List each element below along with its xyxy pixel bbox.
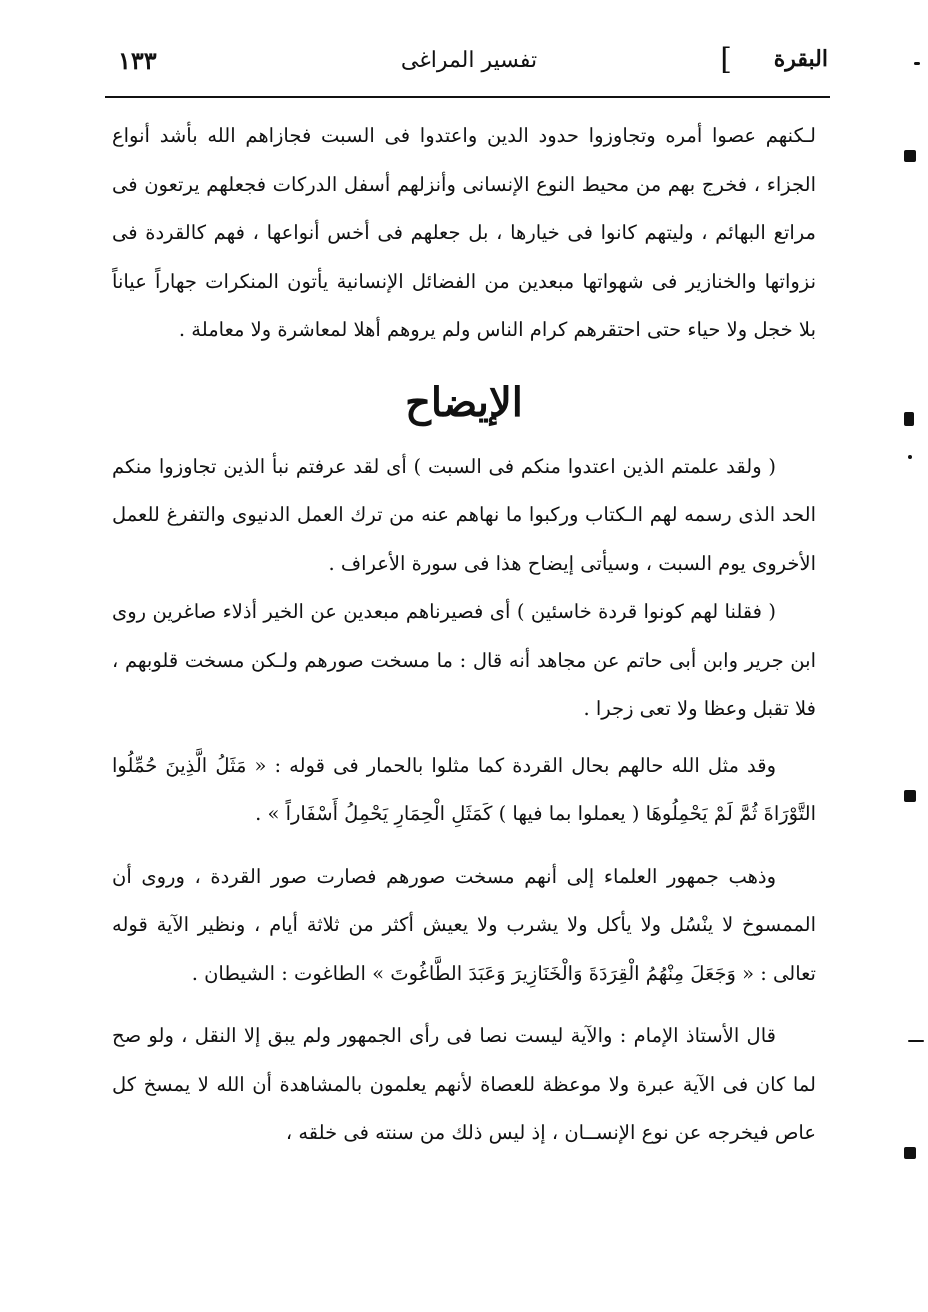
book-title: تفسير المراغى — [400, 48, 538, 73]
scan-speck — [908, 1040, 924, 1042]
header-rule — [105, 96, 830, 98]
scan-speck — [904, 412, 914, 426]
scan-speck — [904, 150, 916, 162]
scan-speck — [914, 62, 920, 65]
paragraph-verse-1: ( ولقد علمتم الذين اعتدوا منكم فى السبت ) أى لقد عرفتم نبأ الذين تجاوزوا منكم الحد الذى رسمه لهم الـكتاب وركبوا ما نهاهم عنه من ترك العمل الدنيوى والتفرغ للعمل الأخروى يوم السبت ، وسيأتى إيضاح هذا فى سورة الأعراف . — [112, 454, 816, 575]
paragraph-imam-view: قال الأستاذ الإمام : والآية ليست نصا فى رأى الجمهور ولم يبق إلا النقل ، ولو صح لما كان فى الآية عبرة ولا موعظة للعصاة لأنهم يعلمون بالمشاهدة أن الله لا يمسخ كل عاص فيخرجه عن نوع الإنســان ، إذ ليس ذلك من سنته فى خلقه ، — [112, 1024, 816, 1144]
main-text — [112, 112, 816, 1158]
page-number: ١٣٣ — [118, 46, 157, 75]
scan-speck — [904, 1147, 916, 1159]
paragraph-verse-2: ( فقلنا لهم كونوا قردة خاسئين ) أى فصيرناهم مبعدين عن الخير أذلاء صاغرين روى ابن جرير وابن أبى حاتم عن مجاهد أنه قال : ما مسخت صورهم ولـكن مسخت قلوبهم ، فلا تقبل وعظا ولا تعى زجرا . — [112, 600, 816, 720]
running-header — [110, 40, 828, 90]
surah-name: البقرة — [773, 46, 828, 72]
paragraph-parable: وقد مثل الله حالهم بحال القردة كما مثلوا بالحمار فى قوله : « مَثَلُ الَّذِينَ حُمِّلُوا التَّوْرَاةَ ثُمَّ لَمْ يَحْمِلُوهَا ( يعملوا بما فيها ) كَمَثَلِ الْحِمَارِ يَحْمِلُ أَسْفَاراً » . — [112, 753, 816, 825]
scan-speck — [908, 455, 912, 459]
scan-speck — [904, 790, 916, 802]
paragraph-intro: لـكنهم عصوا أمره وتجاوزوا حدود الدين واعتدوا فى السبت فجازاهم الله بأشد أنواع الجزاء ، فخرج بهم من محيط النوع الإنسانى وأنزلهم أسفل الدركات فجعلهم يرتعون فى مراتع البهائم ، وليتهم كانوا فى خيارها ، بل جعلهم فى أخس أنواعها ، فهم كالقردة فى نزواتها والخنازير فى شهواتها مبعدين من الفضائل الإنسانية يأتون المنكرات جهاراً عياناً بلا خجل ولا حياء حتى احتقرهم كرام الناس ولم يروهم أهلا لمعاشرة ولا معاملة . — [112, 124, 816, 341]
paragraph-majority-view: وذهب جمهور العلماء إلى أنهم مسخت صورهم فصارت صور القردة ، وروى أن الممسوخ لا ينْسُل ولا يأكل ولا يشرب ولا يعيش أكثر من ثلاثة أيام ، ونظير الآية قوله تعالى : « وَجَعَلَ مِنْهُمُ الْقِرَدَةَ وَالْخَنَازِيرَ وَعَبَدَ الطَّاغُوتَ » الطاغوت : الشيطان . — [112, 864, 816, 985]
section-title: الإيضاح — [405, 378, 523, 426]
header-bracket: ] — [720, 42, 732, 77]
